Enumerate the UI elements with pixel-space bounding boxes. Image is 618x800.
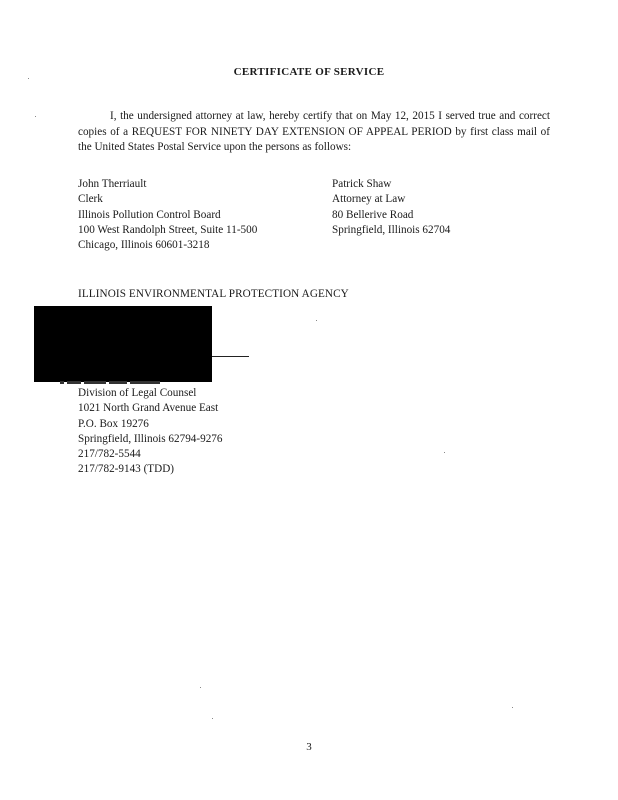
recipient-right-line: Attorney at Law bbox=[332, 193, 406, 206]
scan-speck bbox=[28, 78, 29, 79]
recipient-left-line: Illinois Pollution Control Board bbox=[78, 208, 221, 221]
recipient-left-line: 100 West Randolph Street, Suite 11-500 bbox=[78, 223, 258, 236]
agency-address-line: 217/782-9143 (TDD) bbox=[78, 463, 175, 476]
redaction-block bbox=[34, 306, 212, 382]
scan-speck bbox=[316, 320, 317, 321]
agency-address-line: 1021 North Grand Avenue East bbox=[78, 402, 219, 415]
recipient-left-line: Clerk bbox=[78, 193, 103, 206]
recipient-block-left bbox=[78, 177, 257, 253]
agency-address-line: Springfield, Illinois 62794-9276 bbox=[78, 432, 223, 445]
obscured-text-fragment bbox=[60, 381, 180, 384]
page-number: 3 bbox=[306, 741, 312, 753]
agency-address-line: 217/782-5544 bbox=[78, 448, 141, 461]
scan-speck bbox=[512, 707, 513, 708]
scan-speck bbox=[212, 718, 213, 719]
recipient-left-line: John Therriault bbox=[78, 178, 147, 190]
certification-paragraph: I, the undersigned attorney at law, hereby certify that on May 12, 2015 I served true and correct copies of a REQUEST FOR NINETY DAY EXTENSION OF APPEAL PERIOD by first class mail of the United States Postal Service upon the persons as follows: bbox=[78, 110, 550, 153]
recipient-right-line: Patrick Shaw bbox=[332, 178, 392, 190]
recipient-block-right bbox=[332, 177, 450, 238]
recipient-right-line: 80 Bellerive Road bbox=[332, 208, 414, 221]
agency-address-line: Division of Legal Counsel bbox=[78, 387, 197, 399]
scan-speck bbox=[35, 116, 36, 117]
recipient-right-line: Springfield, Illinois 62704 bbox=[332, 223, 451, 236]
recipient-left-line: Chicago, Illinois 60601-3218 bbox=[78, 239, 210, 252]
agency-address-line: P.O. Box 19276 bbox=[78, 417, 149, 430]
agency-address-block bbox=[78, 386, 223, 478]
scan-speck bbox=[200, 687, 201, 688]
scan-speck bbox=[444, 452, 445, 453]
agency-name: ILLINOIS ENVIRONMENTAL PROTECTION AGENCY bbox=[78, 288, 349, 300]
signature-line bbox=[212, 356, 249, 357]
document-title: CERTIFICATE OF SERVICE bbox=[233, 66, 385, 78]
